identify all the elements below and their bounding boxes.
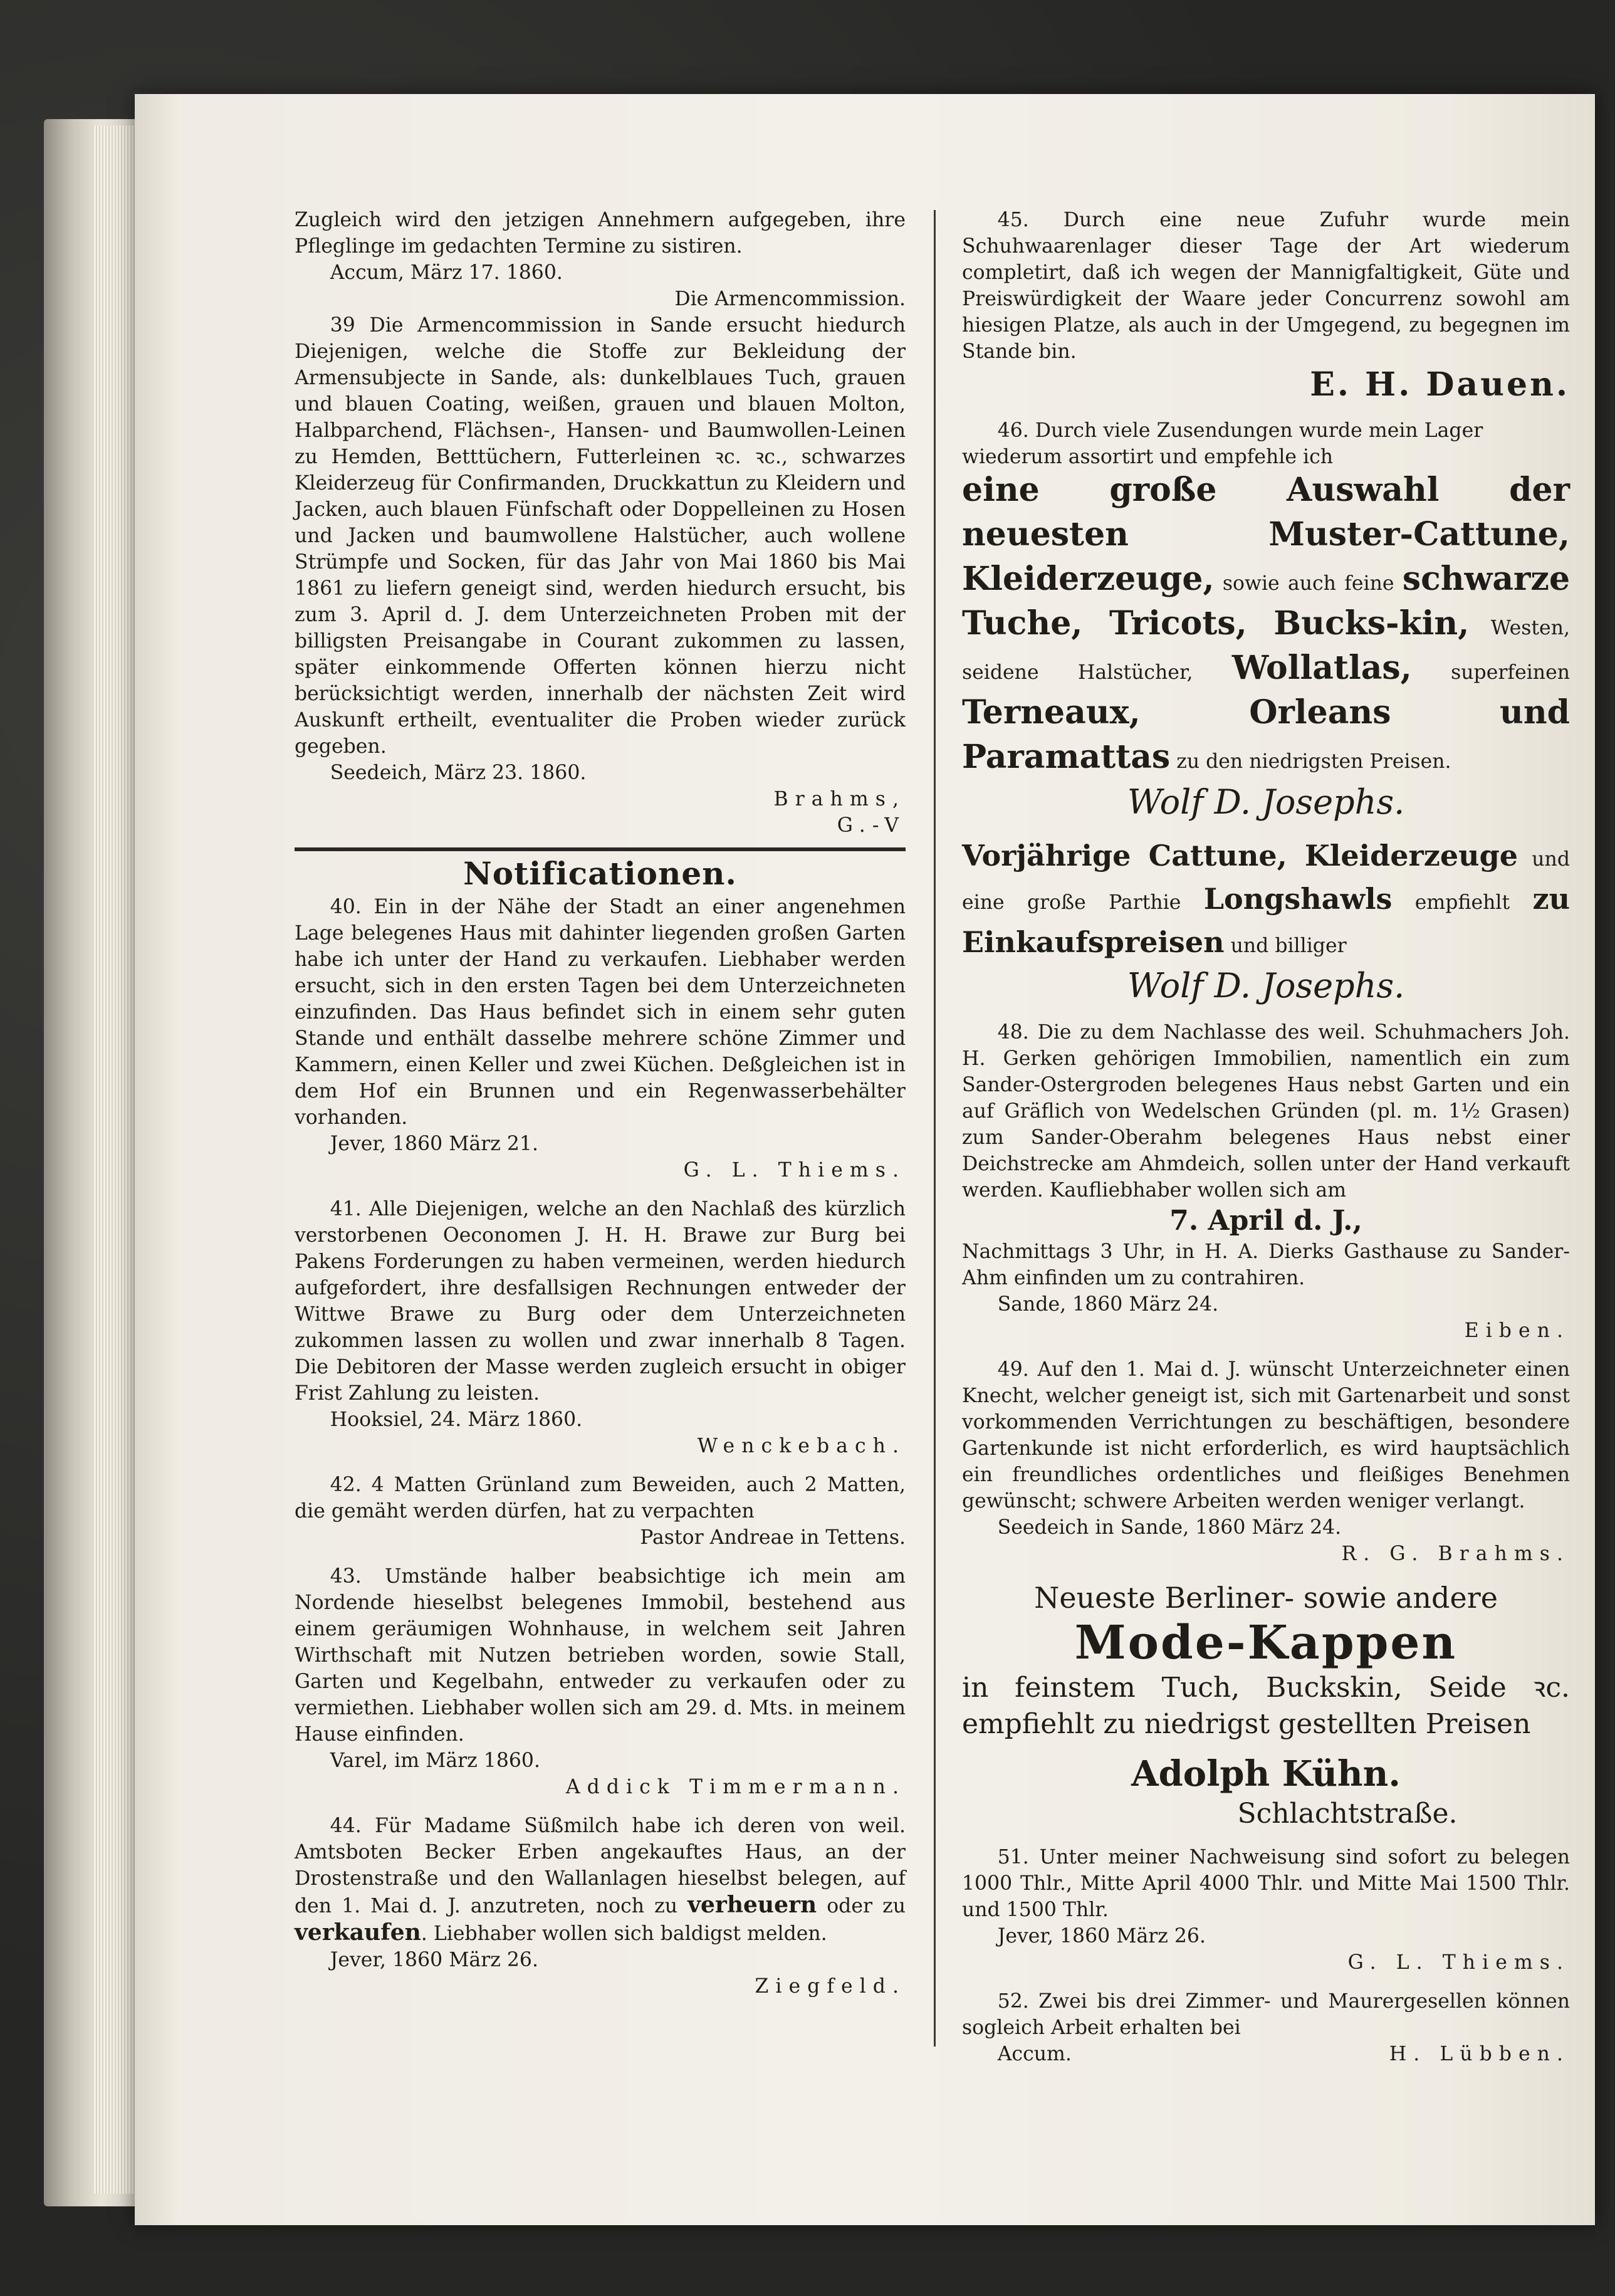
- spacer: [962, 1007, 1570, 1019]
- spacer: [295, 1551, 906, 1563]
- notice-paragraph: 42. 4 Matten Grünland zum Beweiden, auch 2 Matten, die gemäht werden dürfen, hat zu verpachten: [295, 1474, 906, 1523]
- notice-paragraph: 45. Durch eine neue Zufuhr wurde mein Schuhwaarenlager dieser Tage der Art wiederum completirt, daß ich wegen der Mannigfaltigkeit, Güte und Preiswürdigkeit der Waare jeder Concurrenz sowohl am hiesigen Platze, als auch in der Umgegend, zu begegnen im Stande bin.: [962, 209, 1570, 363]
- signature: Eiben.: [1464, 1319, 1570, 1342]
- notice-paragraph: 52. Zwei bis drei Zimmer- und Maurergesellen können sogleich Arbeit erhalten bei: [962, 1990, 1570, 2039]
- notice-paragraph: 41. Alle Diejenigen, welche an den Nachlaß des kürzlich verstorbenen Oeconomen J. H. H. Brawe zur Burg bei Pakens Forderungen zu haben vermeinen, werden hiedurch aufgefordert, ihre desfallsigen Rechnungen entweder der Wittwe Brawe zu Burg oder dem Unterzeichneten zukommen lassen zu wollen und zwar innerhalb 8 Tagen. Die Debitoren der Masse werden zugleich ersucht in obiger Frist Zahlung zu leisten.: [295, 1198, 906, 1405]
- advertisement-text: und eine große Parthie: [962, 848, 1570, 914]
- signature: Brahms,: [773, 788, 906, 810]
- advertisement-text: zu den niedrigsten Preisen.: [1176, 750, 1451, 773]
- notice-paragraph: 49. Auf den 1. Mai d. J. wünscht Unterzeichneter einen Knecht, welcher geneigt ist, sich mit Gartenarbeit und sonst vorkommenden Verrichtungen zu beschäftigen, besondere Gartenkunde ist nicht erforderlich, es wird hauptsächlich ein freundliches ordentliches und fleißiges Benehmen gewünscht; schwere Arbeiten werden weniger verlangt.: [962, 1358, 1570, 1512]
- section-heading: Notificationen.: [463, 855, 737, 892]
- advertised-goods: Wollatlas,: [1231, 649, 1412, 687]
- signature-line: Pastor Andreae in Tettens.: [640, 1526, 906, 1549]
- notice-text: 44. Für Madame Süßmilch habe ich deren von weil. Amtsboten Becker Erben angekauftes Haus, an der Drostenstraße und den Wallanlagen hieselbst belegen, auf den 1. Mai d. J. anzutreten, noch zu: [295, 1815, 906, 1917]
- emphasis: verheuern: [687, 1892, 817, 1918]
- notice-paragraph: 39 Die Armencommission in Sande ersucht hiedurch Diejenigen, welche die Stoffe zur Bekleidung der Armensubjecte in Sande, als: dunkelblaues Tuch, grauen und blauen Coating, weißen, grauen und blauen Molton, Halbparchend, Flächsen-, Hansen- und Baumwollen-Leinen zu Hemden, Betttüchern, Futterleinen ꝛc. ꝛc., schwarzes Kleiderzeug für Confirmanden, Druckkattun zu Kleidern und Jacken, auch blauen Fünfschaft oder Doppelleinen zu Hosen und Jacken und baumwollene Halstücher, auch wollene Strümpfe und Socken, für das Jahr von Mai 1860 bis Mai 1861 zu liefern geneigt sind, werden hiedurch ersucht, bis zum 3. April d. J. dem Unterzeichneten Proben mit der billigsten Preisangabe in Courant zukommen zu lassen, später einkommende Offerten können hierzu nicht berücksichtigt werden, innerhalb der nächsten Zeit wird Auskunft ertheilt, eventualiter die Proben wieder zurück gegeben.: [295, 314, 906, 758]
- spacer: [295, 1183, 906, 1196]
- paragraph: Zugleich wird den jetzigen Annehmern aufgegeben, ihre Pfleglinge im gedachten Termine zu sistiren.: [295, 209, 906, 258]
- signature: G. L. Thiems.: [683, 1159, 906, 1182]
- spacer: [962, 405, 1570, 417]
- advertised-goods: Longshawls: [1203, 882, 1393, 916]
- spacer: [962, 1832, 1570, 1844]
- ad-title: Mode-Kappen: [1074, 1616, 1458, 1670]
- signature: Ziegfeld.: [755, 1975, 906, 1998]
- notice-paragraph: [295, 1813, 906, 1947]
- advertisement-46: [962, 417, 1570, 782]
- spacer: [962, 1976, 1570, 1988]
- notice-paragraph: Jever, 1860 März 21.: [330, 1133, 538, 1155]
- place: Accum.: [997, 2043, 1072, 2065]
- section-rule: [295, 847, 906, 851]
- ad-headline: Neueste Berliner- sowie andere: [1034, 1581, 1498, 1615]
- signature: H. Lübben.: [1389, 2043, 1570, 2065]
- advertisement-text: und billiger: [1230, 935, 1347, 957]
- date-highlight: 7. April d. J.,: [1169, 1205, 1362, 1237]
- notice-paragraph: 43. Umstände halber beabsichtige ich mein am Nordende hieselbst belegenes Immobil, bestehend aus einem geräumigen Wohnhause, in welchem seit Jahren Wirthschaft mit Nutzen betrieben worden, sowie Stall, Garten und Kegelbahn, entweder zu verkaufen oder zu vermiethen. Liebhaber wollen sich am 29. d. Mts. in meinem Hause einfinden.: [295, 1565, 906, 1746]
- notice-paragraph: Jever, 1860 März 26.: [997, 1925, 1206, 1947]
- notice-paragraph: 46. Durch viele Zusendungen wurde mein Lager wiederum assortirt und empfehle ich: [962, 419, 1483, 468]
- paragraph: Nachmittags 3 Uhr, in H. A. Dierks Gasthause zu Sander-Ahm einfinden um zu contrahiren.: [962, 1240, 1570, 1289]
- notice-text: . Liebhaber wollen sich baldigst melden.: [421, 1922, 827, 1945]
- signature: G.-V: [837, 814, 906, 837]
- advertisement-text: superfeinen: [1451, 661, 1571, 684]
- emphasis: verkaufen: [295, 1919, 421, 1946]
- spacer: [962, 823, 1570, 836]
- signature: G. L. Thiems.: [1347, 1951, 1570, 1974]
- advertisement-body: [962, 470, 1570, 782]
- advertised-goods: Vorjährige Cattune, Kleiderzeuge: [962, 839, 1518, 873]
- notice-paragraph: 40. Ein in der Nähe der Stadt an einer angenehmen Lage belegenes Haus mit dahinter liegenden großen Garten habe ich unter der Hand zu verkaufen. Liebhaber werden ersucht, sich in den ersten Tagen bei dem Unterzeichneten einzufinden. Das Haus befindet sich in einem sehr guten Stande und enthält dasselbe mehrere schöne Zimmer und Kammern, einen Keller und zwei Küchen. Deßgleichen ist in dem Hof ein Brunnen und ein Regenwasserbehälter vorhanden.: [295, 896, 906, 1129]
- notice-paragraph: Hooksiel, 24. März 1860.: [330, 1408, 583, 1431]
- signature: Wenckebach.: [697, 1435, 906, 1457]
- notice-paragraph: 51. Unter meiner Nachweisung sind sofort zu belegen 1000 Thlr., Mitte April 4000 Thlr. und Mitte Mai 1500 Thlr. und 1500 Thlr.: [962, 1846, 1570, 1921]
- advertisement-text: sowie auch feine: [1222, 572, 1394, 595]
- notice-paragraph: Seedeich, März 23. 1860.: [330, 762, 587, 784]
- advertisement-50: [962, 1580, 1570, 1832]
- notice-paragraph: 48. Die zu dem Nachlasse des weil. Schuhmachers Joh. H. Gerken gehörigen Immobilien, namentlich ein zum Sander-Ostergroden belegenes Haus nebst Garten und ein auf Gräflich von Wedelschen Gründen (pl. m. 1½ Grasen) zum Sander-Oberahm belegenes Haus nebst einer Deichstrecke am Ahmdeich, sollen unter der Hand verkauft werden. Kaufliebhaber wollen sich am: [962, 1021, 1570, 1202]
- signature-line: [962, 2041, 1570, 2067]
- advertiser-name: Adolph Kühn.: [1131, 1753, 1401, 1795]
- notice-text: oder zu: [827, 1895, 906, 1917]
- notice-paragraph: Varel, im März 1860.: [330, 1749, 540, 1772]
- notice-paragraph: Jever, 1860 März 26.: [330, 1949, 538, 1971]
- notice-paragraph: Seedeich in Sande, 1860 März 24.: [997, 1516, 1342, 1539]
- spacer: [295, 1800, 906, 1813]
- advertised-goods: Terneaux, Orleans und Paramattas: [962, 693, 1570, 776]
- page-edges: [94, 125, 138, 2194]
- advertisement-text: empfiehlt: [1414, 891, 1510, 914]
- ad-text: in feinstem Tuch, Buckskin, Seide ꝛc. empfiehlt zu niedrigst gestellten Preisen: [962, 1672, 1570, 1740]
- spacer: [962, 1567, 1570, 1580]
- notice-paragraph: Accum, März 17. 1860.: [330, 261, 563, 284]
- advertiser-name: E. H. Dauen.: [1310, 365, 1570, 404]
- spacer: [962, 1344, 1570, 1356]
- advertisement-text: Westen, seidene Halstücher,: [962, 617, 1570, 684]
- left-column: [295, 207, 906, 2000]
- advertiser-address: Schlachtstraße.: [1237, 1798, 1458, 1830]
- advertised-goods: eine große Auswahl der neuesten Muster-Cattune, Kleiderzeuge,: [962, 471, 1570, 598]
- advertised-goods: zu Einkaufspreisen: [962, 882, 1571, 959]
- signature: Addick Timmermann.: [565, 1776, 906, 1798]
- advertisement-47: [962, 836, 1570, 965]
- advertised-goods: schwarze Tuche, Tricots, Bucks-kin,: [962, 560, 1571, 642]
- signature: R. G. Brahms.: [1341, 1543, 1570, 1565]
- signature-line: Die Armencommission.: [674, 288, 906, 310]
- right-column: [962, 207, 1570, 2067]
- column-divider: [934, 210, 936, 2047]
- advertiser-name: Wolf D. Josephs.: [1127, 782, 1405, 822]
- spacer: [295, 1459, 906, 1472]
- notice-paragraph: Sande, 1860 März 24.: [997, 1293, 1219, 1316]
- advertiser-name: Wolf D. Josephs.: [1127, 966, 1405, 1005]
